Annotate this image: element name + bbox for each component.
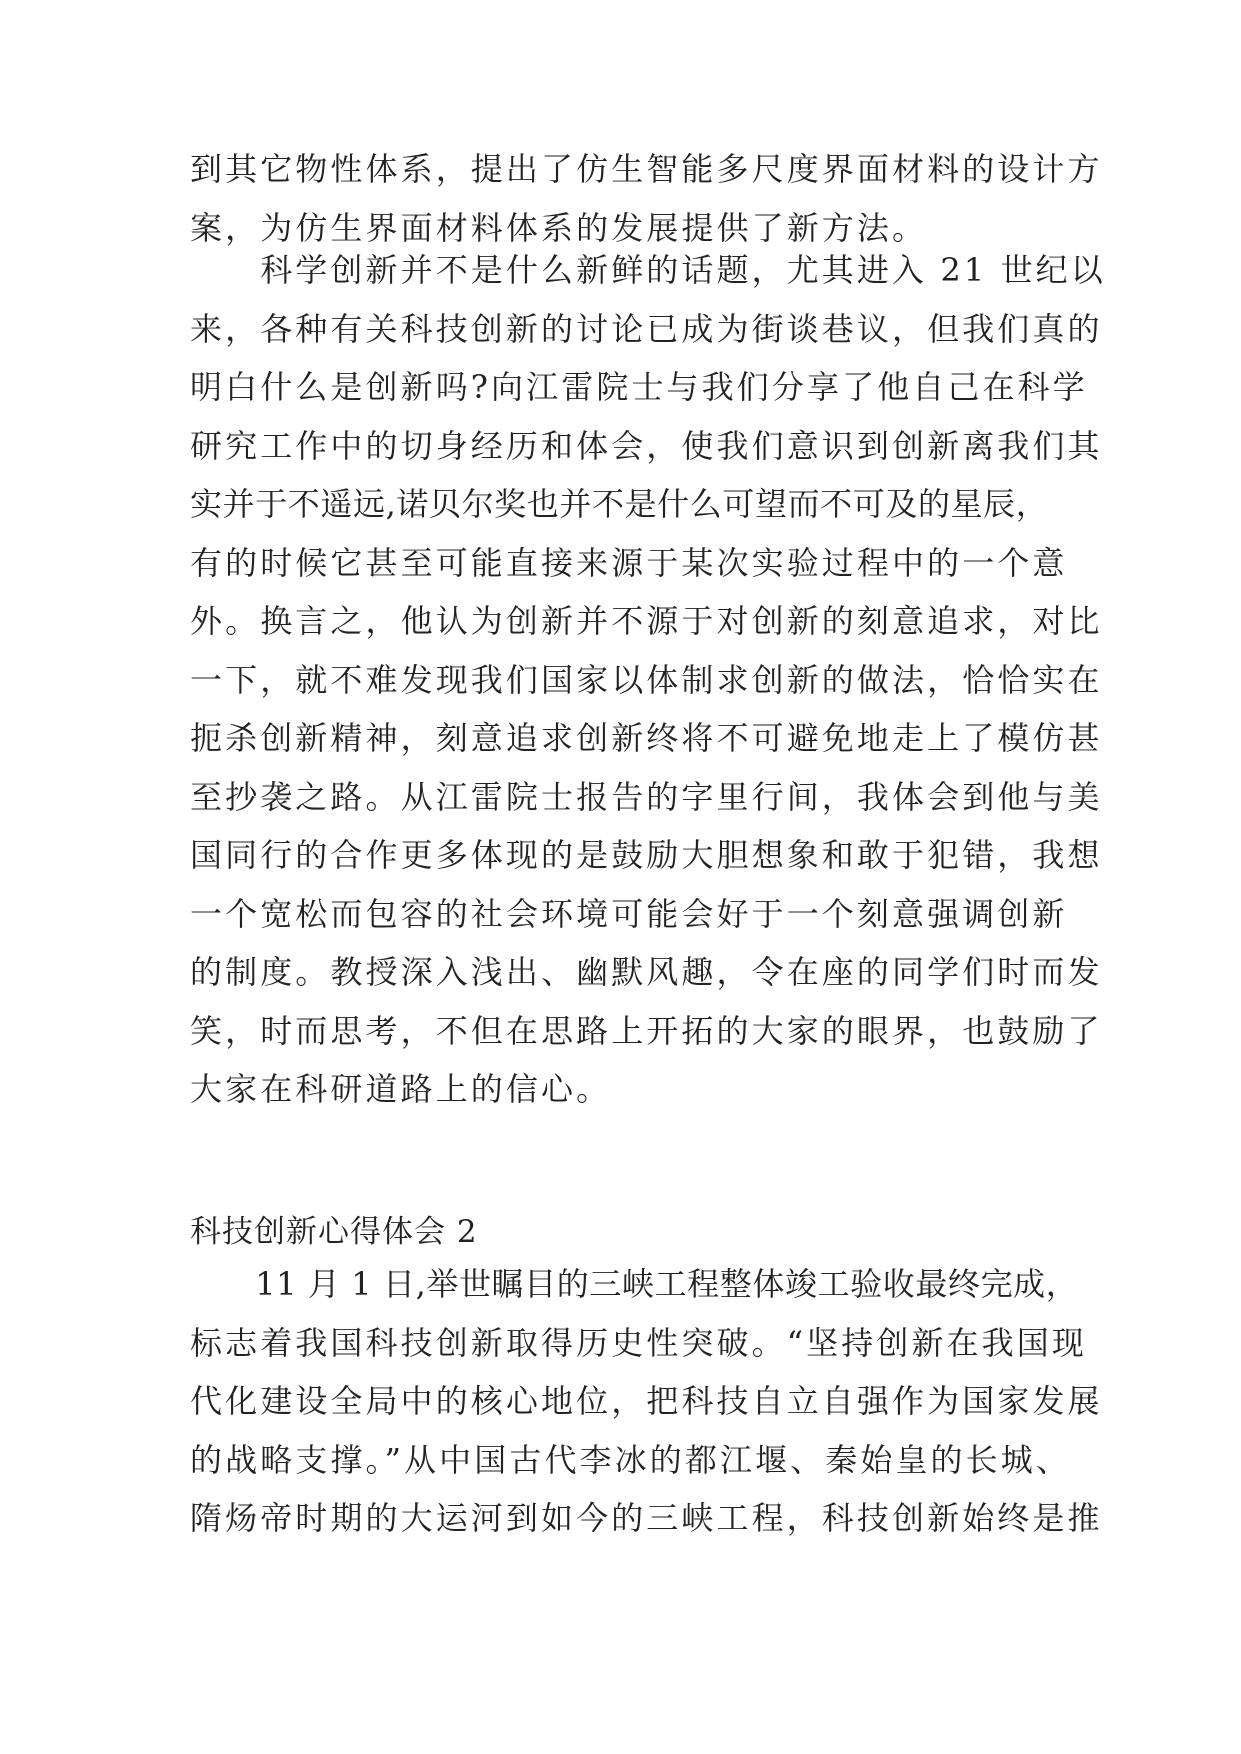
text-line: 扼杀创新精神，刻意追求创新终将不可避免地走上了模仿甚 — [190, 719, 1103, 757]
main-paragraph — [190, 241, 1106, 1119]
section-paragraph — [190, 1255, 1103, 1548]
section-heading: 科技创新心得体会 2 — [190, 1214, 478, 1250]
text-line: 研究工作中的切身经历和体会，使我们意识到创新离我们其 — [190, 426, 1103, 465]
section-heading-block — [190, 1212, 1060, 1252]
text-line: 实并于不遥远,诺贝尔奖也并不是什么可望而不可及的星辰， — [190, 485, 1049, 523]
text-line: 有的时候它甚至可能直接来源于某次实验过程中的一个意 — [190, 543, 1068, 582]
text-line: 案，为仿生界面材料体系的发展提供了新方法。 — [190, 208, 928, 247]
text-line: 到其它物性体系，提出了仿生智能多尺度界面材料的设计方 — [190, 150, 1103, 188]
text-line: 来，各种有关科技创新的讨论已成为街谈巷议，但我们真的 — [190, 309, 1103, 348]
text-line: 一下，就不难发现我们国家以体制求创新的做法，恰恰实在 — [190, 660, 1103, 699]
text-line: 外。换言之，他认为创新并不源于对创新的刻意追求，对比 — [190, 602, 1103, 640]
text-line: 科学创新并不是什么新鲜的话题，尤其进入 21 世纪以 — [190, 251, 1106, 289]
text-line: 标志着我国科技创新取得历史性突破。“坚持创新在我国现 — [190, 1323, 1087, 1362]
text-line: 11 月 1 日,举世瞩目的三峡工程整体竣工验收最终完成， — [190, 1265, 1079, 1303]
text-line: 笑，时而思考，不但在思路上开拓的大家的眼界，也鼓励了 — [190, 1011, 1103, 1050]
text-line: 明白什么是创新吗?向江雷院士与我们分享了他自己在科学 — [190, 368, 1088, 406]
text-line: 国同行的合作更多体现的是鼓励大胆想象和敢于犯错，我想 — [190, 836, 1103, 874]
text-line: 的战略支撑。”从中国古代李冰的都江堰、秦始皇的长城、 — [190, 1440, 1071, 1479]
text-line: 一个宽松而包容的社会环境可能会好于一个刻意强调创新 — [190, 894, 1068, 933]
text-line: 隋炀帝时期的大运河到如今的三峡工程，科技创新始终是推 — [190, 1499, 1103, 1537]
intro-paragraph — [190, 140, 1103, 257]
text-line: 代化建设全局中的核心地位，把科技自立自强作为国家发展 — [190, 1382, 1103, 1420]
text-line: 至抄袭之路。从江雷院士报告的字里行间，我体会到他与美 — [190, 777, 1103, 816]
text-line: 的制度。教授深入浅出、幽默风趣，令在座的同学们时而发 — [190, 953, 1103, 991]
text-line: 大家在科研道路上的信心。 — [190, 1070, 612, 1108]
